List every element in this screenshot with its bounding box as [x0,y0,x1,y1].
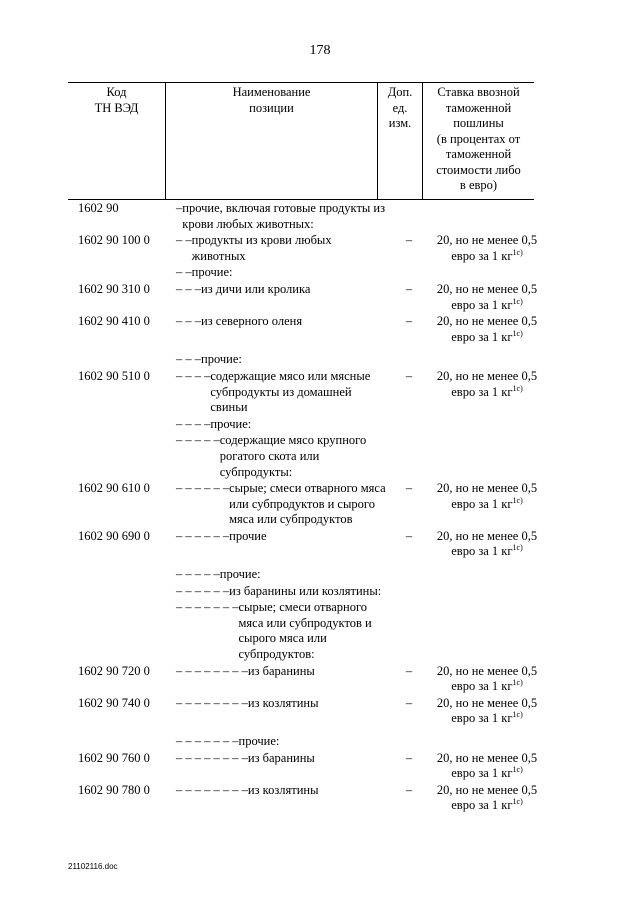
row-unit [386,201,432,232]
row-rate [432,201,542,232]
row-code: 1602 90 740 0 [78,695,150,710]
row-name [176,529,386,560]
row-code [78,433,176,480]
row-description: из козлятины [247,782,319,797]
column-header-rate: Ставка ввозной таможенной пошлины (в процентах от таможенной стоимости либо в евро) [436,85,521,192]
footer-filename: 21102116.doc [68,862,118,871]
row-unit: – [405,663,413,678]
row-rate [432,783,542,814]
row-description: прочие, включая готовые продукты из крови любых животных: [182,201,386,231]
tariff-table-body [0,200,640,814]
row-unit [386,600,432,662]
row-name [176,584,386,600]
row-code [78,352,176,368]
row-rate-text: 20, но не менее 0,5 евро за 1 кг [436,663,538,694]
row-rate [432,600,542,662]
row-unit: – [405,695,413,710]
row-description: содержащие мясо или мясные субпродукты из домашней свиньи [210,368,371,415]
row-rate-text: 20, но не менее 0,5 евро за 1 кг [436,314,538,344]
row-description: из баранины [247,663,315,678]
row-indent-dashes: – – – – – – – [176,600,239,615]
row-name [176,352,386,368]
row-rate [432,265,542,281]
row-unit: – [405,782,413,797]
row-description: сырые; смеси отварного мяса или субпродуктов и сырого мяса или субпродуктов: [238,600,372,662]
row-rate [432,369,542,416]
row-name [176,600,386,662]
table-row [0,695,640,727]
row-description: прочие: [210,416,252,431]
row-description: прочие: [219,567,261,582]
column-header-code: Код ТН ВЭД [94,85,139,115]
row-rate [432,417,542,433]
row-rate-text: 20, но не менее 0,5 евро за 1 кг [436,368,538,399]
column-header-unit: Доп. ед. изм. [387,85,413,130]
row-code: 1602 90 760 0 [78,750,150,765]
row-code: 1602 90 [78,201,119,215]
row-code [78,417,176,433]
row-indent-dashes: – – – – – – – – [176,695,248,710]
row-rate [432,734,542,750]
row-name [176,751,386,782]
row-rate [432,664,542,695]
row-indent-dashes: – – – [176,314,201,329]
column-header-name: Наименование позиции [232,85,311,115]
row-unit: – [405,233,413,248]
row-description: из баранины или козлятины: [229,583,382,598]
row-indent-dashes: – [176,201,183,215]
row-description: прочие [229,528,267,543]
row-indent-dashes: – – – – – – [176,583,230,598]
row-code [78,734,176,750]
row-rate-footnote: 1с) [512,765,523,775]
row-name [176,783,386,814]
row-rate [432,567,542,583]
row-rate-footnote: 1с) [512,247,523,257]
row-unit: – [405,368,413,383]
row-indent-dashes: – – – [176,352,201,367]
row-unit [386,567,432,583]
row-rate-text: 20, но не менее 0,5 евро за 1 кг [436,233,538,263]
row-rate [432,314,542,345]
row-unit: – [405,528,413,543]
row-indent-dashes: – – [176,265,192,280]
row-unit: – [405,314,413,329]
row-rate-footnote: 1с) [512,383,523,393]
row-description: содержащие мясо крупного рогатого скота или субпродукты: [219,433,367,479]
table-row [0,782,640,814]
row-code [78,600,176,662]
row-unit: – [405,750,413,765]
table-row [0,663,640,695]
row-unit [386,265,432,281]
row-code [78,567,176,583]
row-name [176,282,386,313]
row-rate-text: 20, но не менее 0,5 евро за 1 кг [436,281,538,312]
row-rate-footnote: 1с) [512,678,523,688]
table-row [0,733,640,750]
table-row [0,281,640,313]
row-code: 1602 90 100 0 [78,233,150,248]
table-row [0,566,640,583]
row-description: прочие: [238,734,280,748]
table-row [0,599,640,662]
row-code: 1602 90 510 0 [78,368,150,383]
row-indent-dashes: – – – – – – – [176,734,239,748]
row-indent-dashes: – – – – – – [176,528,230,543]
row-rate-text: 20, но не менее 0,5 евро за 1 кг [436,750,538,781]
row-rate-footnote: 1с) [512,328,523,338]
row-name [176,417,386,433]
row-code: 1602 90 780 0 [78,782,150,797]
row-indent-dashes: – – – – [176,368,211,383]
row-rate [432,481,542,528]
row-unit [386,584,432,600]
row-indent-dashes: – – – [176,281,201,296]
row-code [78,584,176,600]
row-name [176,696,386,727]
table-row [0,313,640,345]
row-indent-dashes: – – – – – – – – [176,750,248,765]
row-indent-dashes: – – – – – – – – [176,663,248,678]
row-rate [432,352,542,368]
row-rate [432,751,542,782]
row-rate-text: 20, но не менее 0,5 евро за 1 кг [436,481,538,511]
row-code [78,265,176,281]
row-rate [432,433,542,480]
row-name [176,433,386,480]
page-number: 178 [309,43,331,58]
row-description: из дичи или кролика [201,281,311,296]
table-row [0,750,640,782]
row-name [176,369,386,416]
row-name [176,664,386,695]
row-indent-dashes: – – – – – – – – [176,782,248,797]
row-code: 1602 90 720 0 [78,663,150,678]
row-description: из баранины [247,750,315,765]
row-unit [386,433,432,480]
row-rate [432,696,542,727]
row-rate-footnote: 1с) [512,495,523,505]
table-row [0,232,640,264]
row-code: 1602 90 690 0 [78,528,150,543]
row-name [176,265,386,281]
row-unit: – [405,281,413,296]
row-indent-dashes: – – [176,233,192,248]
row-rate-text: 20, но не менее 0,5 евро за 1 кг [436,528,538,559]
row-rate [432,233,542,264]
row-rate [432,584,542,600]
table-row [0,583,640,600]
row-name [176,201,386,232]
row-unit [386,417,432,433]
row-description: из северного оленя [201,314,303,329]
row-rate-footnote: 1с) [512,797,523,807]
table-row [0,368,640,416]
row-description: прочие: [191,265,233,280]
table-row [0,200,640,232]
row-name [176,734,386,750]
row-name [176,567,386,583]
row-description: сырые; смеси отварного мяса или субпродуктов и сырого мяса или субпродуктов [229,481,386,527]
row-name [176,481,386,528]
row-rate [432,282,542,313]
row-code: 1602 90 310 0 [78,281,150,296]
table-row [0,416,640,433]
row-indent-dashes: – – – – – [176,433,220,448]
row-code: 1602 90 410 0 [78,314,150,329]
row-rate-footnote: 1с) [512,543,523,553]
row-indent-dashes: – – – – [176,416,211,431]
table-row [0,351,640,368]
row-rate-text: 20, но не менее 0,5 евро за 1 кг [436,782,538,813]
row-indent-dashes: – – – – – – [176,481,230,496]
row-name [176,233,386,264]
row-rate-text: 20, но не менее 0,5 евро за 1 кг [436,695,538,726]
row-indent-dashes: – – – – – [176,567,220,582]
table-row [0,480,640,528]
table-row [0,528,640,560]
row-description: прочие: [201,352,242,367]
row-name [176,314,386,345]
row-description: продукты из крови любых животных [191,233,332,263]
table-row [0,432,640,480]
header-top-rule [68,82,534,83]
row-unit [386,352,432,368]
row-unit [386,734,432,750]
row-rate-footnote: 1с) [512,296,523,306]
row-rate [432,529,542,560]
row-description: из козлятины [247,695,319,710]
row-unit: – [405,481,413,496]
row-rate-footnote: 1с) [512,710,523,720]
row-code: 1602 90 610 0 [78,481,150,496]
table-row [0,264,640,281]
